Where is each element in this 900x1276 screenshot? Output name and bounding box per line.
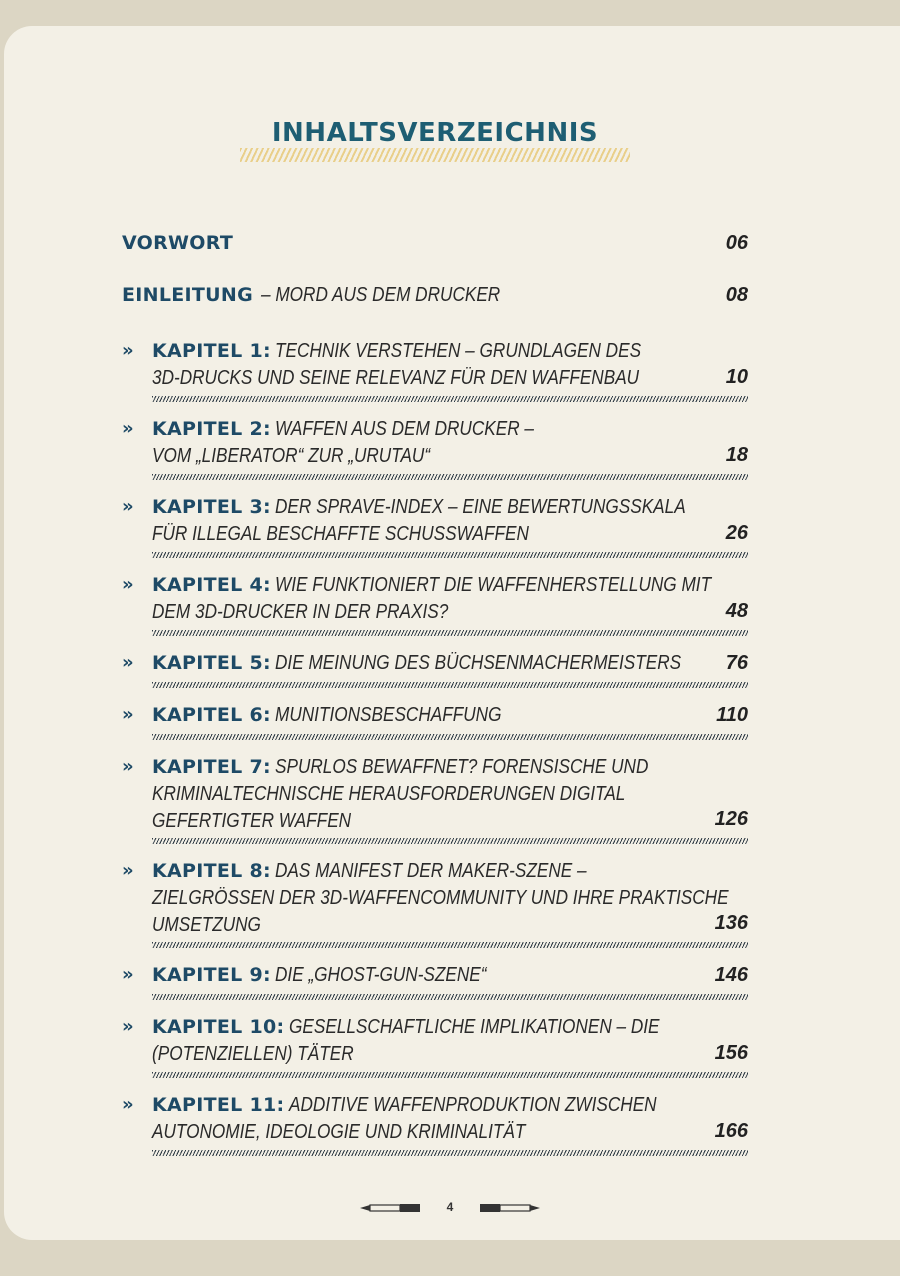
chapter-line	[152, 599, 752, 626]
chapter-page: 166	[714, 1120, 748, 1142]
chevron-right-icon: »	[122, 418, 134, 439]
page-title: INHALTSVERZEICHNIS	[271, 118, 599, 148]
entry-divider	[152, 682, 748, 688]
chapter-text	[152, 1014, 752, 1068]
entry-label: EINLEITUNG	[122, 284, 253, 306]
chapter-page: 10	[725, 366, 748, 388]
chapter-line	[152, 365, 752, 392]
chapter-title: UMSETZUNG	[152, 914, 261, 936]
entry-page: 08	[725, 284, 748, 306]
chapter-page: 18	[725, 444, 748, 466]
chapter-label: KAPITEL 4:	[152, 574, 271, 596]
page-footer	[360, 1200, 540, 1218]
chapter-title: VOM „LIBERATOR“ ZUR „URUTAU“	[152, 445, 431, 467]
chapter-label: KAPITEL 7:	[152, 756, 271, 778]
chevron-right-icon: »	[122, 704, 134, 725]
chapter-label: KAPITEL 3:	[152, 496, 271, 518]
chapter-text	[152, 1092, 752, 1146]
chapter-line	[152, 521, 752, 548]
entry-divider	[152, 942, 748, 948]
heading-block	[240, 118, 630, 168]
chapter-page: 76	[725, 652, 748, 674]
chapter-page: 146	[714, 964, 748, 986]
entry-subtitle: – MORD AUS DEM DRUCKER	[261, 284, 501, 306]
chapter-text	[152, 572, 752, 626]
chapter-text	[152, 754, 752, 835]
chapter-page: 26	[725, 522, 748, 544]
heading-underline	[240, 148, 630, 162]
chapter-title: AUTONOMIE, IDEOLOGIE UND KRIMINALITÄT	[152, 1121, 526, 1143]
chapter-line	[152, 1014, 752, 1041]
chapter-title: KRIMINALTECHNISCHE HERAUSFORDERUNGEN DIGITAL	[152, 783, 626, 805]
chevron-right-icon: »	[122, 652, 134, 673]
chapter-label: KAPITEL 10:	[152, 1016, 285, 1038]
chevron-right-icon: »	[122, 756, 134, 777]
chapter-title: MUNITIONSBESCHAFFUNG	[275, 704, 502, 726]
chapter-line	[152, 781, 752, 808]
chapter-line	[152, 416, 752, 443]
chapter-title: DAS MANIFEST DER MAKER-SZENE –	[275, 860, 587, 882]
chapter-text	[152, 702, 752, 729]
chapter-line	[152, 494, 752, 521]
chapter-title: FÜR ILLEGAL BESCHAFFTE SCHUSSWAFFEN	[152, 523, 529, 545]
chapter-line	[152, 1092, 752, 1119]
chapter-label: KAPITEL 9:	[152, 964, 271, 986]
chapter-title: 3D-DRUCKS UND SEINE RELEVANZ FÜR DEN WAFFENBAU	[152, 367, 640, 389]
chapter-line	[152, 808, 752, 835]
chapter-title: ZIELGRÖSSEN DER 3D-WAFFENCOMMUNITY UND IHRE PRAKTISCHE	[152, 887, 729, 909]
chapter-label: KAPITEL 8:	[152, 860, 271, 882]
chapter-label: KAPITEL 6:	[152, 704, 271, 726]
chevron-right-icon: »	[122, 574, 134, 595]
chapter-line	[152, 1119, 752, 1146]
chapter-line	[152, 754, 752, 781]
chapter-page: 110	[716, 704, 748, 726]
chapter-line	[152, 912, 752, 939]
entry-divider	[152, 1150, 748, 1156]
chapter-title: WAFFEN AUS DEM DRUCKER –	[275, 418, 535, 440]
chapter-line	[152, 650, 752, 677]
entry-divider	[152, 630, 748, 636]
chevron-right-icon: »	[122, 340, 134, 361]
chapter-line	[152, 338, 752, 365]
chapter-line	[152, 1041, 752, 1068]
chapter-line	[152, 443, 752, 470]
chevron-right-icon: »	[122, 496, 134, 517]
chapter-title: DIE MEINUNG DES BÜCHSENMACHERMEISTERS	[275, 652, 682, 674]
chapter-title: TECHNIK VERSTEHEN – GRUNDLAGEN DES	[275, 340, 642, 362]
chevron-right-icon: »	[122, 1016, 134, 1037]
chapter-line	[152, 885, 752, 912]
chapter-page: 156	[714, 1042, 748, 1064]
chapter-title: (POTENZIELLEN) TÄTER	[152, 1043, 354, 1065]
chevron-right-icon: »	[122, 964, 134, 985]
chapter-line	[152, 702, 752, 729]
toc-entry-vorwort[interactable]	[122, 232, 748, 254]
chapter-text	[152, 416, 752, 470]
chapter-title: DEM 3D-DRUCKER IN DER PRAXIS?	[152, 601, 449, 623]
chapter-label: KAPITEL 11:	[152, 1094, 285, 1116]
chapter-title: WIE FUNKTIONIERT DIE WAFFENHERSTELLUNG MIT	[275, 574, 712, 596]
chapter-title: ADDITIVE WAFFENPRODUKTION ZWISCHEN	[288, 1094, 657, 1116]
entry-divider	[152, 994, 748, 1000]
chapter-text	[152, 962, 752, 989]
chapter-line	[152, 962, 752, 989]
chapter-text	[152, 494, 752, 548]
chapter-text	[152, 338, 752, 392]
chapter-label: KAPITEL 5:	[152, 652, 271, 674]
chapter-page: 48	[725, 600, 748, 622]
entry-divider	[152, 838, 748, 844]
chevron-right-icon: »	[122, 1094, 134, 1115]
chapter-text	[152, 858, 752, 939]
chapter-page: 126	[714, 808, 748, 830]
chapter-label: KAPITEL 1:	[152, 340, 271, 362]
page-number: 4	[446, 1200, 454, 1214]
chapter-title: DER SPRAVE-INDEX – EINE BEWERTUNGSSKALA	[275, 496, 687, 518]
chapter-label: KAPITEL 2:	[152, 418, 271, 440]
entry-page: 06	[725, 232, 748, 254]
chapter-text	[152, 650, 752, 677]
entry-divider	[152, 552, 748, 558]
entry-divider	[152, 734, 748, 740]
chevron-right-icon: »	[122, 860, 134, 881]
chapter-title: GEFERTIGTER WAFFEN	[152, 810, 352, 832]
entry-divider	[152, 1072, 748, 1078]
entry-divider	[152, 396, 748, 402]
chapter-title: SPURLOS BEWAFFNET? FORENSISCHE UND	[275, 756, 649, 778]
chapter-line	[152, 858, 752, 885]
bullet-right-icon	[478, 1204, 540, 1212]
chapter-line	[152, 572, 752, 599]
entry-label: VORWORT	[122, 232, 234, 254]
toc-entry-einleitung[interactable]	[122, 284, 748, 307]
chapter-title: GESELLSCHAFTLICHE IMPLIKATIONEN – DIE	[288, 1016, 660, 1038]
chapter-title: DIE „GHOST-GUN-SZENE“	[275, 964, 487, 986]
chapter-page: 136	[714, 912, 748, 934]
entry-divider	[152, 474, 748, 480]
